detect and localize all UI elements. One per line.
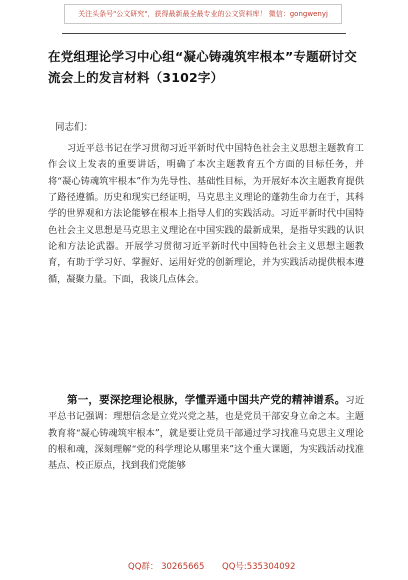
document-title: 在党组理论学习中心组“凝心铸魂筑牢根本”专题研讨交流会上的发言材料（3102字） xyxy=(48,49,357,85)
section-heading: 第一，要深挖理论根脉，学懂弄通中国共产党的精神谱系。 xyxy=(67,394,346,406)
body-paragraph-2 xyxy=(48,392,364,475)
body-paragraph-1: 习近平总书记在学习贯彻习近平新时代中国特色社会主义思想主题教育工作会议上发表的重要讲话，明确了本次主题教育五个方面的目标任务，并将“凝心铸魂筑牢根本”作为先导性、基础性目标，为开展好本次主题教育提供了路径遵循。历史和现实已经证明，马克思主义理论的蓬勃生命力在于，其科学的世界观和方法论能够在根本上指导人们的实践活动。习近平新时代中国特色社会主义思想是马克思主义理论在中国实践的最新成果，是指导实践的认识论和方法论武器。开展学习贯彻习近平新时代中国特色社会主义思想主题教育，有助于学习好、掌握好、运用好党的创新理论，并为实践活动提供根本遵循，凝聚力量。下面，我谈几点体会。 xyxy=(48,143,364,285)
section-body: 习近平总书记强调：理想信念是立党兴党之基，也是党员干部安身立命之本。主题教育将“凝心铸魂筑牢根本”，就是要让党员干部通过学习找准马克思主义理论的根和魂，深刻理解“党的科学理论从哪里来”这个重大课题，为实践活动找准基点、校正原点，找到我们党能够 xyxy=(48,395,365,472)
footer-qq-number: QQ号:535304092 xyxy=(222,562,296,572)
footer-qq-group: QQ群： 30265665 xyxy=(128,562,205,572)
salutation: 同志们： xyxy=(55,122,94,133)
header-divider xyxy=(62,33,346,34)
header-banner: 关注头条号"公文研究"，获得最新最全最专业的公文资料库！ 微信：gongwenyj xyxy=(64,4,342,24)
